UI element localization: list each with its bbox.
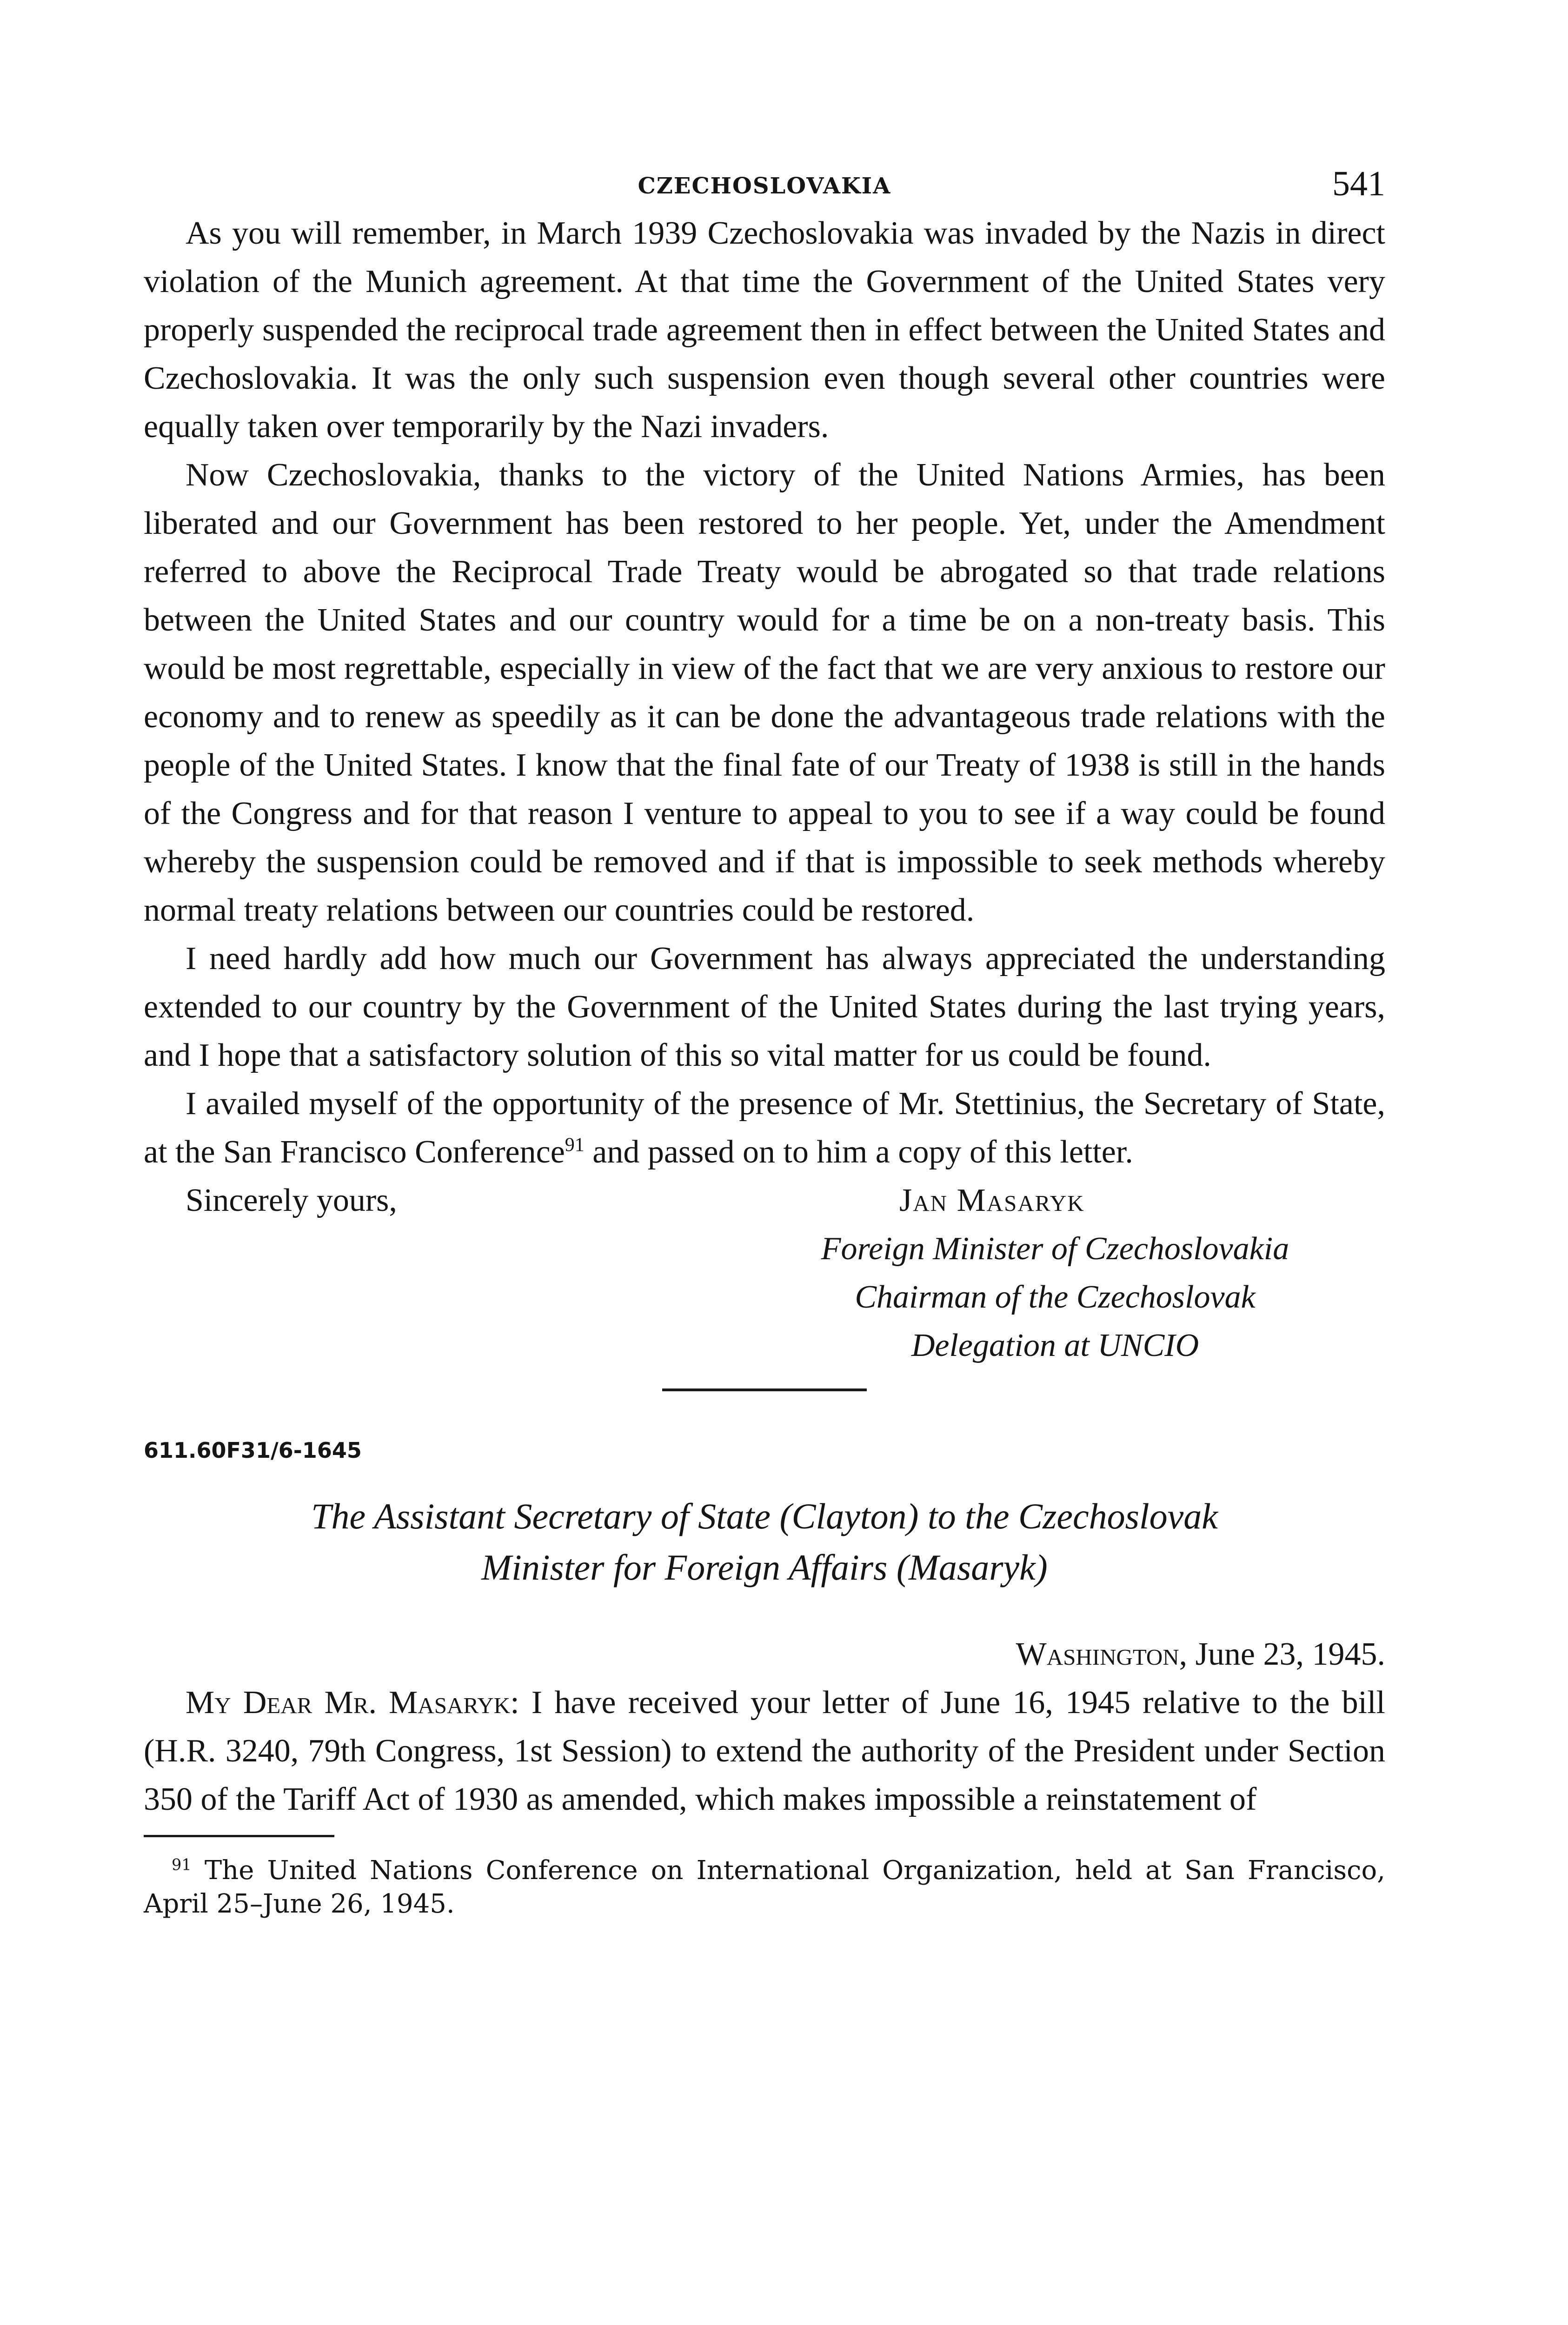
file-reference: 611.60F31/6-1645 bbox=[144, 1438, 362, 1463]
reply-paragraph bbox=[144, 1679, 1385, 1824]
footnote bbox=[144, 1854, 1385, 1921]
document-page bbox=[144, 153, 1385, 1921]
page-number: 541 bbox=[1332, 164, 1385, 203]
dateline-date: June 23, 1945. bbox=[1187, 1636, 1385, 1672]
document-title bbox=[144, 1491, 1385, 1593]
letter-paragraph: Now Czechoslovakia, thanks to the victory of the United Nations Armies, has been liberated and our Government has been restored to her people. Yet, under the Amendment referred to above the Reciprocal Trade Treaty would be abrogated so that trade relations between the United States and our country would for a time be on a non-treaty basis. This would be most regrettable, especially in view of the fact that we are very anxious to restore our economy and to renew as speedily as it can be done the advantageous trade relations with the people of the United States. I know that the final fate of our Treaty of 1938 is still in the hands of the Congress and for that reason I venture to appeal to you to see if a way could be found whereby the suspension could be removed and if that is impossible to seek methods whereby normal treaty relations between our countries could be restored. bbox=[144, 457, 1385, 928]
footnote-divider bbox=[144, 1835, 334, 1837]
signatory-title: Delegation at UNCIO bbox=[911, 1328, 1199, 1363]
dateline-place: Washington, bbox=[1016, 1636, 1188, 1672]
letter-closing bbox=[144, 1176, 1385, 1225]
page-header bbox=[144, 153, 1385, 209]
letter-paragraph: I need hardly add how much our Government has always appreciated the understanding extended to our country by the Government of the United States during the last trying years, and I hope that a satisfactory solution of this so vital matter for us could be found. bbox=[144, 941, 1385, 1073]
signatory-title: Foreign Minister of Czechoslovakia bbox=[821, 1231, 1289, 1267]
footnote-reference: 91 bbox=[565, 1134, 585, 1156]
reply-paragraph-text: I have received your letter of June 16, 1945 relative to the bill (H.R. 3240, 79th Congress, 1st Session) to extend the authority of the President under Section 350 of the Tariff Act of 1930 as amended, which makes impossible a reinstatement of bbox=[144, 1685, 1385, 1817]
letter-paragraph: As you will remember, in March 1939 Czechoslovakia was invaded by the Nazis in direct violation of the Munich agreement. At that time the Government of the United States very properly suspended the reciprocal trade agreement then in effect between the United States and Czechoslovakia. It was the only such suspension even though several other countries were equally taken over temporarily by the Nazi invaders. bbox=[144, 215, 1385, 445]
letter-paragraph-text: I availed myself of the opportunity of the presence of Mr. Stettinius, the Secretary of State, at the San Francisco Conference bbox=[144, 1086, 1385, 1170]
salutation: My Dear Mr. Masaryk: bbox=[186, 1685, 519, 1720]
document-title-line: Minister for Foreign Affairs (Masaryk) bbox=[481, 1547, 1048, 1588]
section-divider bbox=[662, 1388, 867, 1391]
footnote-text: The United Nations Conference on International Organization, held at San Francisco, April 25–June 26, 1945. bbox=[144, 1855, 1385, 1919]
letter-paragraph bbox=[144, 1080, 1385, 1176]
signatory-title: Chairman of the Czechoslovak bbox=[855, 1279, 1256, 1315]
document-title-line: The Assistant Secretary of State (Clayton) to the Czechoslovak bbox=[311, 1496, 1218, 1536]
reply-body bbox=[144, 1679, 1385, 1824]
signature-name: Jan Masaryk bbox=[899, 1182, 1085, 1218]
closing-phrase: Sincerely yours, bbox=[186, 1182, 397, 1218]
footnote-number: 91 bbox=[172, 1855, 192, 1874]
signatory-titles bbox=[725, 1225, 1385, 1370]
letter-body bbox=[144, 209, 1385, 1176]
dateline bbox=[144, 1630, 1385, 1679]
letter-paragraph-text: and passed on to him a copy of this letter. bbox=[584, 1134, 1133, 1170]
running-head: CZECHOSLOVAKIA bbox=[638, 173, 891, 199]
